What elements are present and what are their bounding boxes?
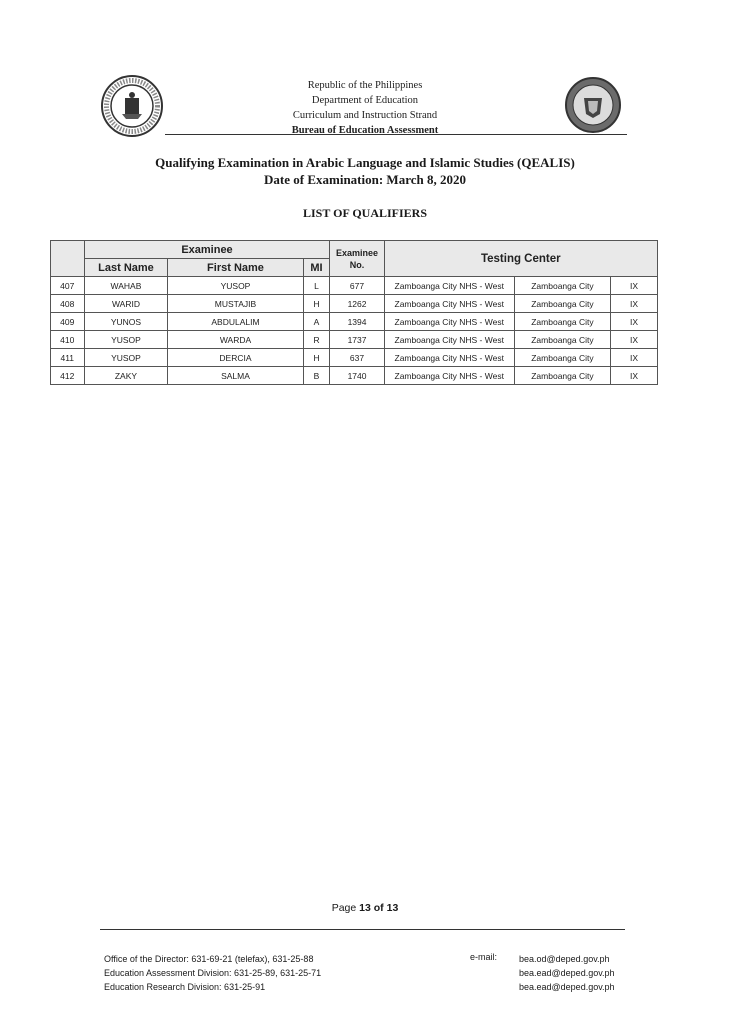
- mi-cell: L: [303, 277, 330, 295]
- examinee-no-cell: 1394: [330, 313, 384, 331]
- table-row: [51, 313, 658, 331]
- first-name-cell: SALMA: [168, 367, 303, 385]
- mi-header: MI: [303, 259, 330, 277]
- mi-cell: A: [303, 313, 330, 331]
- last-name-cell: YUNOS: [84, 313, 168, 331]
- table-row: [51, 349, 658, 367]
- city-cell: Zamboanga City: [514, 295, 610, 313]
- examinee-no-cell: 677: [330, 277, 384, 295]
- page-number: [300, 902, 430, 914]
- header-block: [200, 78, 530, 138]
- bea-logo-icon: [564, 76, 622, 134]
- mi-cell: R: [303, 331, 330, 349]
- page-total: 13: [386, 902, 399, 914]
- region-cell: IX: [610, 331, 657, 349]
- testing-center-header: Testing Center: [384, 241, 657, 277]
- region-cell: IX: [610, 277, 657, 295]
- city-cell: Zamboanga City: [514, 331, 610, 349]
- city-cell: Zamboanga City: [514, 277, 610, 295]
- row-number: 407: [51, 277, 85, 295]
- first-name-cell: MUSTAJIB: [168, 295, 303, 313]
- contact-research-division: Education Research Division: 631-25-91: [104, 982, 266, 992]
- examinee-no-cell: 1737: [330, 331, 384, 349]
- email-link[interactable]: bea.ead@deped.gov.ph: [519, 968, 615, 978]
- email-link[interactable]: bea.ead@deped.gov.ph: [519, 982, 615, 992]
- footer-divider: [100, 929, 625, 930]
- row-number: 408: [51, 295, 85, 313]
- deped-seal-icon: [100, 74, 164, 138]
- contact-director: Office of the Director: 631-69-21 (telefax), 631-25-88: [104, 954, 314, 964]
- region-cell: IX: [610, 295, 657, 313]
- row-number: 409: [51, 313, 85, 331]
- region-cell: IX: [610, 367, 657, 385]
- examinee-group-header: Examinee: [84, 241, 330, 259]
- row-number: 410: [51, 331, 85, 349]
- mi-cell: H: [303, 349, 330, 367]
- table-row: [51, 277, 658, 295]
- list-title: LIST OF QUALIFIERS: [302, 206, 428, 220]
- header-divider: [165, 134, 627, 135]
- testing-center-cell: Zamboanga City NHS - West: [384, 313, 514, 331]
- header-line-bureau: Bureau of Education Assessment: [291, 125, 439, 136]
- region-cell: IX: [610, 313, 657, 331]
- mi-cell: H: [303, 295, 330, 313]
- table-row: [51, 295, 658, 313]
- first-name-cell: WARDA: [168, 331, 303, 349]
- email-label: e-mail:: [470, 952, 498, 962]
- last-name-header: Last Name: [84, 259, 168, 277]
- testing-center-cell: Zamboanga City NHS - West: [384, 277, 514, 295]
- contact-assessment-division: Education Assessment Division: 631-25-89, 631-25-71: [104, 968, 322, 978]
- table-row: [51, 367, 658, 385]
- city-cell: Zamboanga City: [514, 313, 610, 331]
- page-current: 13: [359, 902, 371, 914]
- header-line-department: Department of Education: [311, 95, 419, 106]
- last-name-cell: WAHAB: [84, 277, 168, 295]
- first-name-cell: DERCIA: [168, 349, 303, 367]
- last-name-cell: ZAKY: [84, 367, 168, 385]
- number-header: [51, 241, 85, 277]
- qualifiers-table: [50, 240, 658, 385]
- last-name-cell: WARID: [84, 295, 168, 313]
- row-number: 412: [51, 367, 85, 385]
- mi-cell: B: [303, 367, 330, 385]
- footer-contacts: [104, 952, 321, 994]
- page-of: of: [373, 902, 384, 914]
- first-name-cell: ABDULALIM: [168, 313, 303, 331]
- table-row: [51, 331, 658, 349]
- testing-center-cell: Zamboanga City NHS - West: [384, 331, 514, 349]
- city-cell: Zamboanga City: [514, 349, 610, 367]
- first-name-cell: YUSOP: [168, 277, 303, 295]
- exam-title: Qualifying Examination in Arabic Language and Islamic Studies (QEALIS): [155, 155, 575, 170]
- testing-center-cell: Zamboanga City NHS - West: [384, 367, 514, 385]
- examinee-no-cell: 637: [330, 349, 384, 367]
- city-cell: Zamboanga City: [514, 367, 610, 385]
- examinee-no-cell: 1740: [330, 367, 384, 385]
- region-cell: IX: [610, 349, 657, 367]
- footer-emails: [519, 952, 615, 994]
- last-name-cell: YUSOP: [84, 331, 168, 349]
- exam-titles: [60, 154, 670, 188]
- header-line-republic: Republic of the Philippines: [307, 80, 423, 91]
- page-label: Page: [331, 902, 357, 914]
- testing-center-cell: Zamboanga City NHS - West: [384, 295, 514, 313]
- email-link[interactable]: bea.od@deped.gov.ph: [519, 954, 610, 964]
- examinee-no-header: Examinee No.: [330, 241, 384, 277]
- examinee-no-cell: 1262: [330, 295, 384, 313]
- last-name-cell: YUSOP: [84, 349, 168, 367]
- row-number: 411: [51, 349, 85, 367]
- first-name-header: First Name: [168, 259, 303, 277]
- header-line-strand: Curriculum and Instruction Strand: [292, 110, 438, 121]
- testing-center-cell: Zamboanga City NHS - West: [384, 349, 514, 367]
- exam-date: Date of Examination: March 8, 2020: [264, 172, 466, 187]
